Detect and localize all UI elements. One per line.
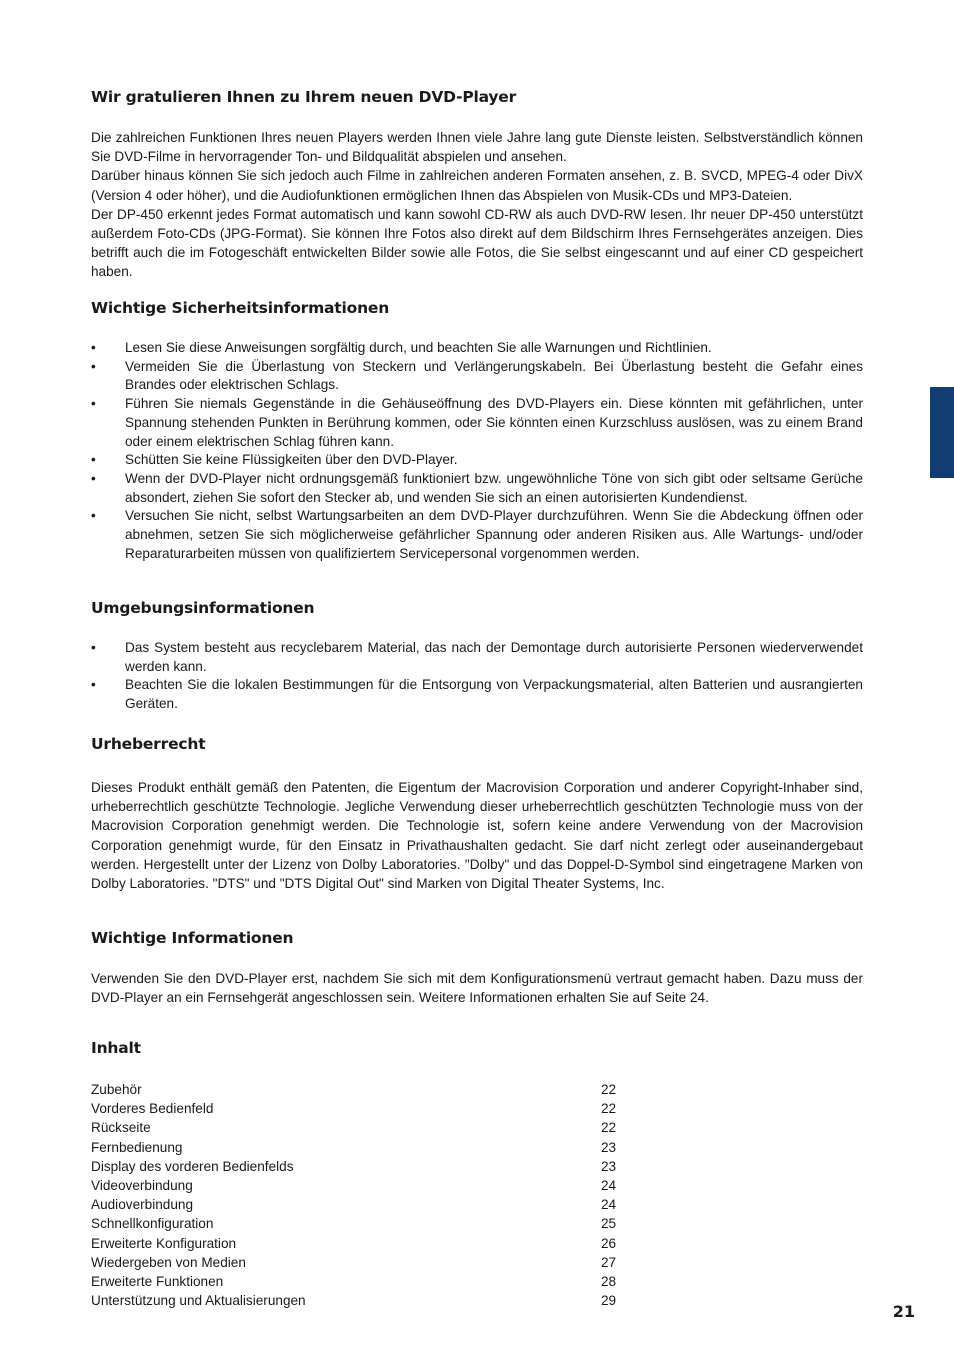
list-item [91,395,863,451]
bullet-marker: • [91,340,96,355]
bullet-marker: • [91,358,96,374]
toc-entry [91,1157,631,1176]
toc-heading: Inhalt [91,1039,141,1057]
important-heading: Wichtige Informationen [91,929,294,947]
toc-entry-page: 26 [601,1235,617,1251]
environment-heading: Umgebungsinformationen [91,599,315,617]
toc-entry-label: Rückseite [91,1120,151,1136]
safety-heading: Wichtige Sicherheitsinformationen [91,299,390,317]
toc-entry-page: 29 [601,1293,617,1309]
toc-entry [91,1080,631,1099]
toc-entry-label: Vorderes Bedienfeld [91,1101,214,1117]
copyright-paragraph: Dieses Produkt enthält gemäß den Patenten, die Eigentum der Macrovision Corporation und anderer Copyright-Inhaber sind, urheberrechtlich geschützte Technologie. Jegliche Verwendung dieser urheberrechtlich geschützten Technologie muss von der Macrovision Corporation genehmigt werden. Die Technologie ist, sofern keine andere Verwendung von der Macrovision Corporation genehmigt wurde, für den Einsatz in Privathaushalten gedacht. Sie darf nicht zerlegt oder auseinandergebaut werden. Hergestellt unter der Lizenz von Dolby Laboratories. "Dolby" und das Doppel-D-Symbol sind eingetragene Marken von Dolby Laboratories. "DTS" und "DTS Digital Out" sind Marken von Digital Theater Systems, Inc. [91,780,863,892]
list-item-text: Vermeiden Sie die Überlastung von Steckern und Verlängerungskabeln. Bei Überlastung besteht die Gefahr eines Brandes oder elektrischen Schlags. [125,358,863,393]
list-item-text: Führen Sie niemals Gegenstände in die Gehäuseöffnung des DVD-Players ein. Diese könnten mit gefährlichen, unter Spannung stehenden Punkten in Berührung kommen, oder Sie könnten einen Kurzschluss auslösen, was zu einem Brand oder einem elektrischen Schlag führen kann. [125,396,863,449]
toc-entry-label: Display des vorderen Bedienfelds [91,1158,294,1174]
list-item [91,470,863,507]
safety-list [91,339,863,563]
toc-entry-page: 24 [601,1197,617,1213]
toc-entry-page: 23 [601,1158,617,1174]
list-item-text: Das System besteht aus recyclebarem Material, das nach der Demontage durch autorisierte Personen wiederverwendet werden kann. [125,640,863,674]
toc-entry-page: 23 [601,1139,617,1155]
copyright-heading: Urheberrecht [91,735,206,753]
toc-entry [91,1253,631,1272]
toc-entry [91,1099,631,1118]
intro-text [91,128,863,282]
toc-entry [91,1118,631,1137]
toc-entry-label: Videoverbindung [91,1178,193,1194]
list-item [91,358,863,395]
intro-paragraph-2: Darüber hinaus können Sie sich jedoch auch Filme in zahlreichen anderen Formaten ansehen, z. B. SVCD, MPEG-4 oder DivX (Version 4 oder höher), und die Audiofunktionen ermöglichen Ihnen das Abspielen von Musik-CDs und MP3-Dateien. [91,168,863,203]
list-item-text: Beachten Sie die lokalen Bestimmungen für die Entsorgung von Verpackungsmaterial, alten Batterien und ausrangierten Geräten. [125,677,863,712]
intro-paragraph-3: Der DP-450 erkennt jedes Format automatisch und kann sowohl CD-RW als auch DVD-RW lesen. Ihr neuer DP-450 unterstützt außerdem Foto-CDs (JPG-Format). Sie können Ihre Fotos also direkt auf dem Bildschirm Ihres Fernsehgerätes anzeigen. Dies betrifft auch die im Fotogeschäft entwickelten Bilder sowie alle Fotos, die Sie selbst eingescannt und auf einer CD gespeichert haben. [91,206,863,280]
section-tab-marker [930,387,954,478]
toc-entry [91,1291,631,1310]
bullet-marker: • [91,470,96,486]
toc-entry [91,1214,631,1233]
toc-entry-page: 25 [601,1216,617,1232]
list-item-text: Wenn der DVD-Player nicht ordnungsgemäß funktioniert bzw. ungewöhnliche Töne von sich gibt oder seltsame Gerüche absondert, ziehen Sie sofort den Stecker ab, und wenden Sie sich an einen autorisierten Kundendienst. [125,470,863,505]
copyright-text [91,778,863,893]
list-item-text: Versuchen Sie nicht, selbst Wartungsarbeiten an dem DVD-Player durchzuführen. Wenn Sie die Abdeckung öffnen oder abnehmen, setzen Sie sich möglicherweise gefährlicher Spannung oder anderen Risiken aus. Alle Wartungs- und/oder Reparaturarbeiten müssen von qualifiziertem Servicepersonal vorgenommen werden. [125,508,863,561]
toc-entry-page: 27 [601,1254,617,1270]
table-of-contents [91,1080,631,1310]
bullet-marker: • [91,396,96,412]
intro-heading: Wir gratulieren Ihnen zu Ihrem neuen DVD-Player [91,88,517,106]
page-number: 21 [892,1302,915,1321]
toc-entry-page: 28 [601,1274,617,1290]
toc-entry-label: Erweiterte Funktionen [91,1274,224,1290]
toc-entry-page: 24 [601,1178,617,1194]
bullet-marker: • [91,677,96,693]
important-paragraph: Verwenden Sie den DVD-Player erst, nachdem Sie sich mit dem Konfigurationsmenü vertraut gemacht haben. Dazu muss der DVD-Player an ein Fernsehgerät angeschlossen sein. Weitere Informationen erhalten Sie auf Seite 24. [91,971,863,1006]
toc-entry [91,1234,631,1253]
bullet-marker: • [91,452,96,468]
toc-entry [91,1176,631,1195]
toc-entry-label: Erweiterte Konfiguration [91,1235,237,1251]
list-item-text: Lesen Sie diese Anweisungen sorgfältig durch, und beachten Sie alle Warnungen und Richtlinien. [125,340,712,355]
list-item [91,507,863,563]
toc-entry [91,1272,631,1291]
list-item-text: Schütten Sie keine Flüssigkeiten über den DVD-Player. [125,452,458,468]
bullet-marker: • [91,508,96,524]
list-item [91,451,863,470]
toc-entry-page: 22 [601,1082,617,1097]
toc-entry-page: 22 [601,1101,617,1117]
intro-paragraph-1: Die zahlreichen Funktionen Ihres neuen Players werden Ihnen viele Jahre lang gute Dienste leisten. Selbstverständlich können Sie DVD-Filme in hervorragender Ton- und Bildqualität abspielen und ansehen. [91,130,863,165]
toc-entry-label: Fernbedienung [91,1139,183,1155]
toc-entry [91,1138,631,1157]
environment-list [91,639,863,714]
toc-entry-label: Zubehör [91,1082,142,1097]
toc-entry [91,1195,631,1214]
important-text [91,969,863,1007]
toc-entry-label: Schnellkonfiguration [91,1216,214,1232]
toc-entry-label: Audioverbindung [91,1197,194,1213]
bullet-marker: • [91,640,96,655]
list-item [91,639,863,676]
list-item [91,339,863,358]
toc-entry-page: 22 [601,1120,617,1136]
toc-entry-label: Wiedergeben von Medien [91,1254,246,1270]
list-item [91,676,863,713]
toc-entry-label: Unterstützung und Aktualisierungen [91,1293,306,1309]
